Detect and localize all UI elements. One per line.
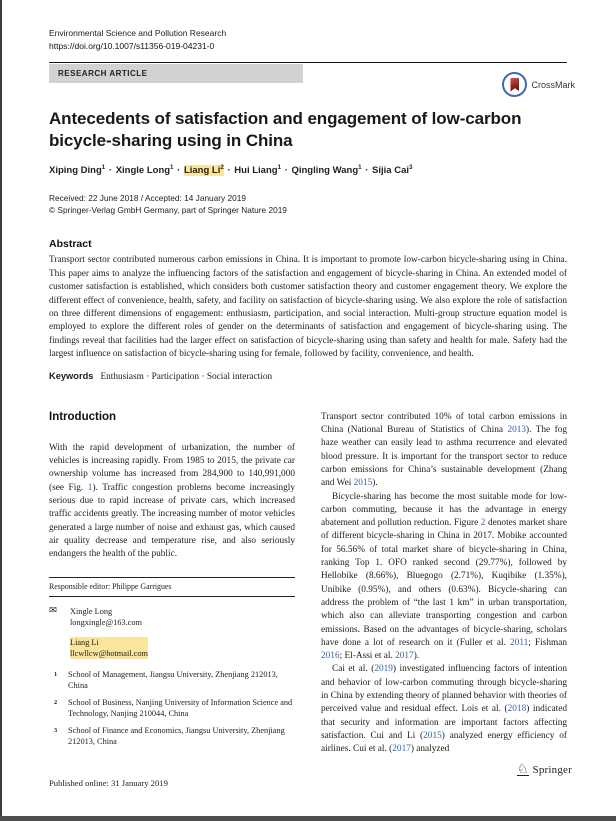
body-text: ).: [413, 651, 420, 662]
keywords-label: Keywords: [49, 370, 94, 381]
published-online: Published online: 31 January 2019: [49, 778, 168, 788]
author-name: Hui Liang$^1$: [234, 164, 282, 177]
citation-link[interactable]: 2016: [321, 651, 340, 662]
abstract-heading: Abstract: [49, 238, 92, 251]
keywords-row: [49, 371, 567, 382]
affiliation-text: School of Finance and Economics, Jiangsu University, Zhenjiang 212013, China: [68, 726, 285, 747]
body-text: With the rapid development of urbanization, the number of vehicles is increasing rapidly. From 1985 to 2015, the private car ownership volume has increased from 284,900 to 140,991,000 (see Fig.: [49, 442, 295, 493]
intro-paragraph: [49, 442, 295, 562]
keywords-list: Enthusiasm · Participation · Social interaction: [100, 371, 273, 382]
responsible-editor: Responsible editor: Philippe Garrigues: [49, 582, 172, 592]
author-affiliation-sup: 1: [358, 164, 362, 171]
paper-title: Antecedents of satisfaction and engagement of low-carbon bicycle-sharing using in China: [49, 109, 522, 150]
affiliation-item: [49, 697, 295, 719]
citation-link[interactable]: 2015: [353, 478, 373, 489]
body-text: ) indicated that security and information are important factors affecting satisfaction. Cui and Li (: [321, 704, 567, 741]
author-affiliation-sup: 1: [170, 164, 174, 171]
affiliation-text: School of Management, Jiangsu University, Zhenjiang 212013, China: [68, 670, 278, 691]
banner-row: [49, 62, 575, 90]
page-edge-bottom: [0, 816, 616, 821]
crossmark-icon: [502, 72, 527, 97]
citation-link[interactable]: 2011: [510, 637, 529, 648]
body-text: ) analyzed: [410, 744, 450, 755]
footnote-block: [49, 577, 295, 747]
body-paragraph: [321, 663, 567, 756]
body-text: Transport sector contributed 10% of total carbon emissions in China (National Bureau of Statistics of China: [321, 411, 567, 436]
author-affiliation-sup: 2: [220, 164, 224, 171]
section-heading-introduction: Introduction: [49, 410, 117, 423]
citation-link[interactable]: 2: [480, 518, 486, 529]
journal-title: Environmental Science and Pollution Research: [49, 28, 227, 38]
correspondence-name: Liang Li: [70, 638, 99, 648]
correspondence-entry: [49, 637, 295, 659]
citation-link[interactable]: 2019: [374, 664, 393, 675]
citation-link[interactable]: 2017: [395, 651, 414, 662]
left-column: [49, 411, 295, 757]
author-name: Xiping Ding$^1$: [49, 164, 106, 177]
correspondence-entry: [49, 606, 295, 628]
body-text: ; El-Assi et al.: [339, 651, 396, 662]
correspondence-list: [49, 606, 295, 659]
envelope-spacer: [49, 637, 70, 659]
author-affiliation-sup: 1: [277, 164, 282, 171]
body-text: Cai et al. (: [332, 664, 375, 675]
footnote-rule-bottom: [49, 596, 295, 597]
page-edge-left: [0, 0, 2, 821]
springer-label: Springer: [532, 764, 572, 776]
author-name: Qingling Wang$^1$: [291, 164, 362, 177]
crossmark-bookmark-icon: [510, 78, 519, 92]
affiliation-list: [49, 669, 295, 747]
affiliation-text: School of Business, Nanjing University of Information Science and Technology, Nanjing 210044, China: [68, 698, 293, 719]
affiliation-number: 1: [54, 671, 58, 679]
body-text: ). The fog haze weather can easily lead to asthma recurrence and elevated blood pressure. It is important for the transport sector to reduce carbon emissions for China’s sustainable development (Zhang and Wei: [321, 425, 568, 489]
received-accepted: Received: 22 June 2018 / Accepted: 14 January 2019: [49, 193, 246, 204]
author-name: Xingle Long$^1$: [115, 164, 174, 177]
body-paragraph: [321, 411, 567, 491]
envelope-icon: ✉: [49, 606, 57, 617]
dates-block: [49, 193, 567, 216]
affiliation-number: 2: [54, 699, 58, 707]
affiliation-item: [49, 725, 295, 747]
body-text: ) investigated influencing factors of intention and behavior of low-carbon commuting through bicycle-sharing in China by extending theory of planned behavior with theories of perceived value and residual effect. Lois et al. (: [321, 664, 567, 715]
author-name: Sijia Cai$^3$: [372, 164, 413, 177]
abstract-text: Transport sector contributed numerous carbon emissions in China. It is important to promote low-carbon bicycle-sharing using in China. This paper aims to analyze the influencing factors of the satisfaction and engagement of bicycle-sharing in China. An extended model of customer satisfaction is established, which considers both customer satisfaction theory and customer engagement theory. We explore the different effect of convenience, health, safety, and facility on satisfaction of bicycle-sharing using. We also explore the role of satisfaction on three different dimensions of engagement: enthusiasm, participation, and social interaction. Multi-group structure equation model is employed to explore the different roles of gender on the determinants of satisfaction and engagement of bicycle-sharing using. The findings reveal that facilities had the larger effect on satisfaction of bicycle-sharing using than safety and health for male. Safety had the largest influence on satisfaction of bicycle-sharing using for female, followed by facility, convenience, and health.: [49, 255, 567, 360]
body-text: ). Traffic congestion problems become increasingly serious due to rapid increase of private cars, which increased traffic accidents greatly. The increasing number of motor vehicles generated a large number of noise and exhaust gas, which caused air quality decrease and temperature rise, and also seriously endangers the health of the public.: [49, 482, 295, 560]
author-list: [49, 164, 567, 176]
citation-link[interactable]: 1: [87, 482, 93, 493]
author-separator: ·: [362, 165, 372, 177]
citation-link[interactable]: 2017: [392, 744, 411, 755]
correspondence-name: Xingle Long: [70, 607, 113, 617]
body-text: ) analyzed energy efficiency of airlines. Cui et al. (: [321, 730, 567, 755]
author-separator: ·: [224, 165, 234, 177]
doi-link[interactable]: https://doi.org/10.1007/s11356-019-04231-0: [49, 41, 215, 51]
copyright-notice: © Springer-Verlag GmbH Germany, part of Springer Nature 2019: [49, 204, 287, 215]
citation-link[interactable]: 2015: [423, 730, 442, 741]
citation-link[interactable]: 2018: [507, 704, 527, 715]
body-text: Bicycle-sharing has become the most suitable mode for low-carbon commuting, because it has the advantage in energy abatement and pollution reduction. Figure: [321, 491, 567, 529]
crossmark-badge[interactable]: [502, 72, 575, 97]
author-separator: ·: [106, 165, 115, 177]
correspondence-email[interactable]: llcwllcw@hotmail.com: [70, 649, 148, 659]
body-columns: [49, 411, 567, 757]
masthead: [49, 0, 567, 51]
body-text: ).: [372, 478, 378, 489]
body-text: ; Fishman: [528, 637, 567, 648]
correspondence-email[interactable]: longxingle@163.com: [70, 618, 142, 628]
right-column: [321, 411, 567, 757]
research-article-badge: RESEARCH ARTICLE: [49, 64, 303, 83]
abstract-section: [49, 238, 567, 362]
citation-link[interactable]: 2013: [507, 425, 527, 436]
author-separator: ·: [174, 165, 183, 177]
body-paragraph: [321, 491, 567, 664]
affiliation-item: [49, 669, 295, 691]
affiliation-number: 3: [54, 727, 58, 735]
crossmark-label: CrossMark: [531, 79, 575, 90]
springer-logo: [517, 762, 572, 776]
author-affiliation-sup: 3: [409, 164, 413, 171]
author-name: Liang Li$^2$: [183, 164, 224, 177]
body-text: denotes market share of different bicycle-sharing in China in 2017. Mobike accounted for 56.56% of total market share of bicycle-sharing in China, ranking Top 1. OFO ranked second (29.77%), followed by Hellobike (8.66%), Bluegogo (2.71%), Kuqibike (1.35%), Unibike (0.95%), and others (0.63%). Bicycle-sharing can address the problem of “the last 1 km” in urban transportation, which also can alleviate transporting congestion and carbon emissions. Based on the advantages of bicycle-sharing, scholars have done a lot of research on it (Fuller et al.: [321, 518, 567, 648]
author-separator: ·: [282, 165, 291, 177]
springer-horse-icon: ♘: [516, 761, 529, 776]
author-affiliation-sup: 1: [101, 164, 106, 171]
